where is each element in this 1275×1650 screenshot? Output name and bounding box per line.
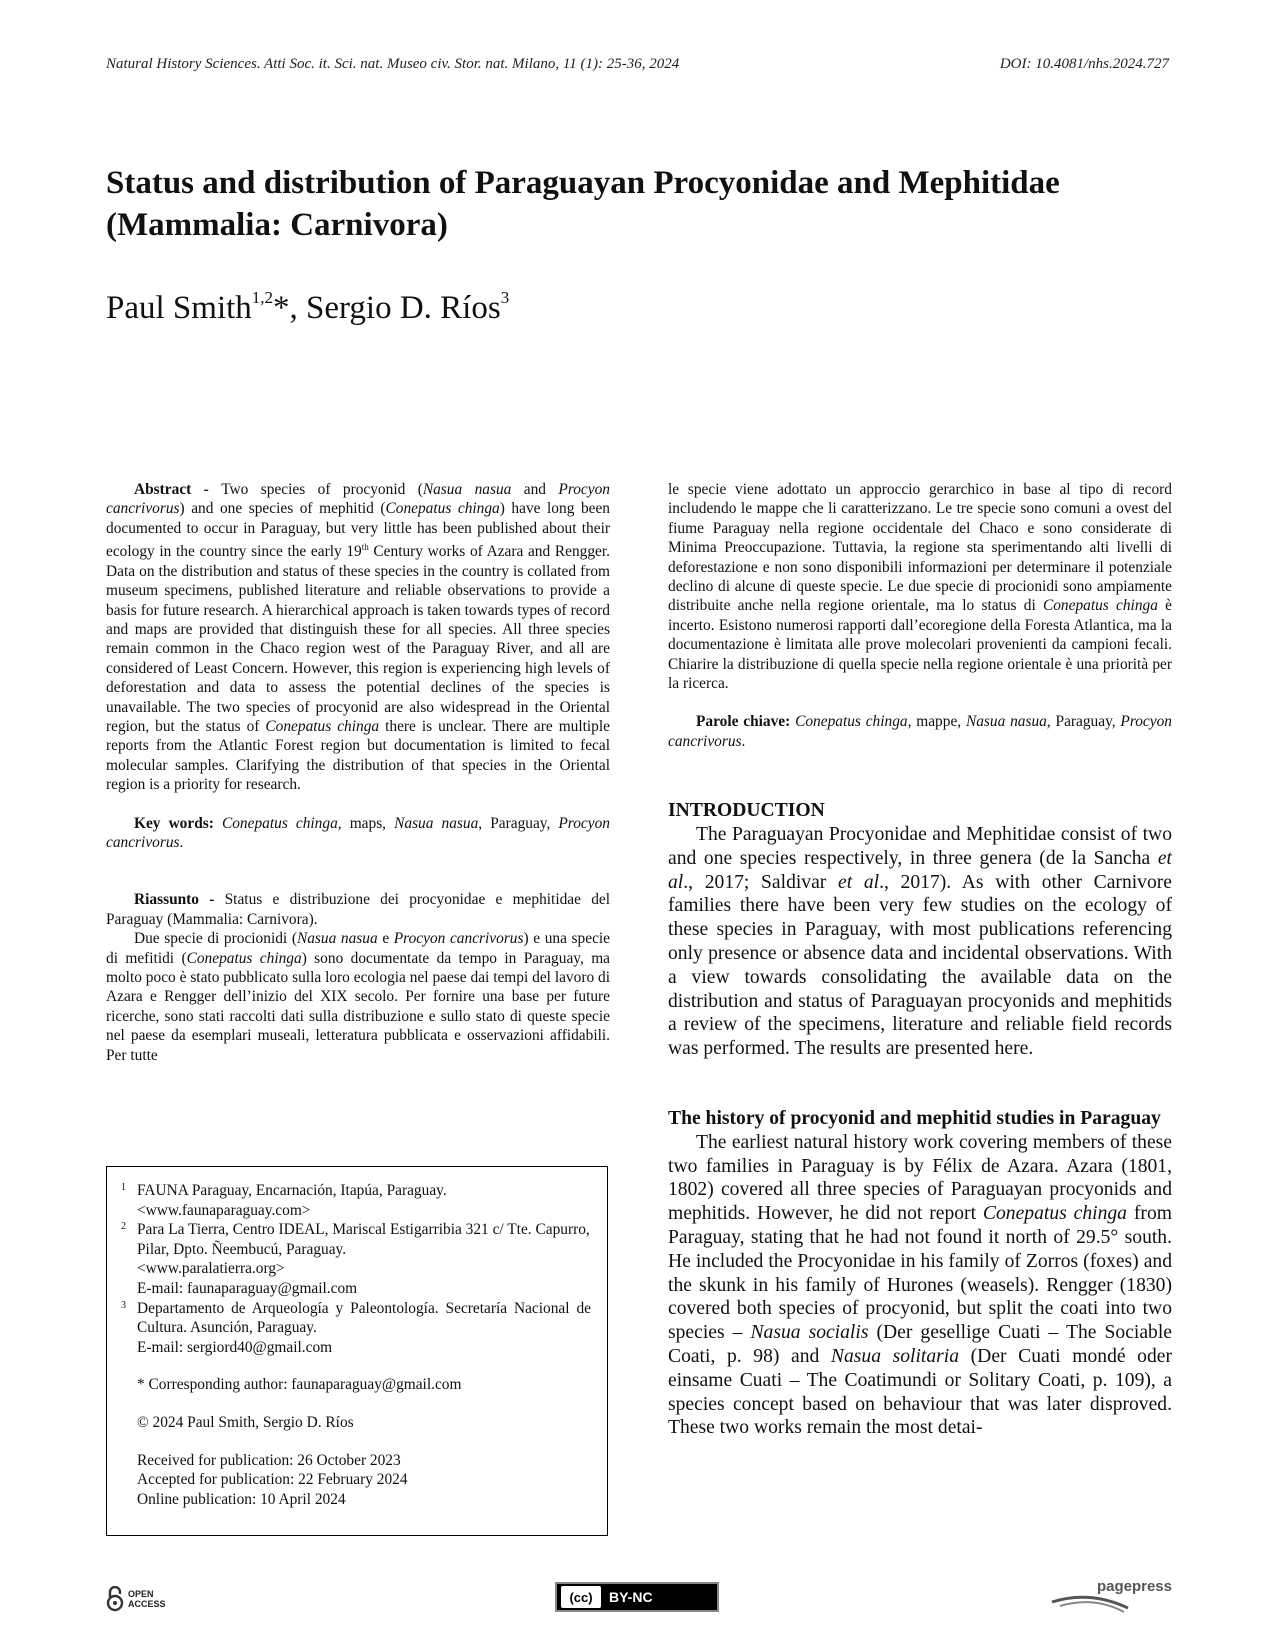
publisher-name: pagepress bbox=[1096, 1578, 1172, 1595]
riassunto-text: ) e una specie di mefitidi ( bbox=[106, 930, 611, 967]
species-name: Nasua nasua bbox=[296, 930, 378, 948]
pagepress-logo bbox=[1050, 1578, 1172, 1618]
riassunto-title bbox=[106, 890, 610, 929]
abstract bbox=[106, 480, 610, 795]
keyword: maps, bbox=[341, 814, 395, 832]
affiliation-email: E-mail: sergiord40@gmail.com bbox=[137, 1338, 333, 1356]
riassunto-text: è incerto. Esistono numerosi rapporti dall’ecoregione della Foresta Atlantica, ma la documentazione è limitata alle prove molecolari provenienti da campioni fecali. Chiarire la distribuzione di quella specie nella regione orientale è una priorità per la ricerca. bbox=[668, 597, 1172, 693]
keyword: Conepatus chinga, bbox=[221, 814, 342, 832]
riassunto-label: Riassunto - bbox=[134, 891, 225, 909]
abstract-text: and bbox=[511, 481, 559, 498]
intro-text: ., 2017). As with other Carnivore families there have been very few studies on the ecology of these species in Paraguay, with most publications referencing only presence or absence data and incidental observations. With a view towards consolidating the available data on the distribution and status of Paraguayan procyonids and mephitids a review of the specimens, literature and reliable field records was performed. The results are presented here. bbox=[668, 871, 1173, 1060]
riassunto-text: e bbox=[377, 930, 394, 948]
riassunto-body bbox=[106, 929, 610, 1065]
species-name: Conepatus chinga bbox=[186, 949, 302, 967]
affiliation-1 bbox=[121, 1181, 591, 1220]
abstract-text: Century works of Azara and Rengger. Data on the distribution and status of these species in the country is collated from museum specimens, published literature and reliable observations to provide a basis for future research. A hierarchical approach is taken towards types of record and maps are provided that distinguish these for all species. All three species remain common in the Chaco region west of the Paraguay River, and all are considered of Least Concern. However, this region is experiencing high levels of deforestation and data to assess the potential declines of the species is unavailable. The two species of procyonid are also widespread in the Oriental region, but the status of bbox=[106, 543, 610, 735]
keyword: , Paraguay, bbox=[1046, 713, 1121, 731]
affiliation-number: 1 bbox=[121, 1182, 126, 1193]
doi: DOI: 10.4081/nhs.2024.727 bbox=[999, 56, 1169, 72]
abstract-text: ) have long been documented to occur in Paraguay, but very little has been published about their ecology in the country since the early 19 bbox=[106, 500, 610, 561]
introduction-heading: INTRODUCTION bbox=[668, 800, 825, 822]
keyword: mappe, bbox=[911, 713, 966, 731]
keywords bbox=[106, 814, 610, 853]
cc-icon: (cc) bbox=[561, 1586, 601, 1608]
affiliation-text bbox=[137, 1220, 591, 1298]
history-text: The earliest natural history work covering members of these two families in Paraguay is by Félix de Azara. Azara (1801, 1802) covered all three species of Paraguayan procyonids and mephitids. However, he did not report bbox=[668, 1131, 1172, 1225]
online-date: Online publication: 10 April 2024 bbox=[137, 1490, 346, 1508]
punctuation: . bbox=[179, 834, 184, 852]
history-text: (Der Cuati mondé oder einsame Cuati – The Coatimundi or Solitary Coati, p. 109), a species concept based on behaviour that was later disproved. These two works remain the most detai- bbox=[668, 1346, 1172, 1439]
species-name: Conepatus chinga bbox=[265, 718, 380, 735]
species-name: Conepatus chinga bbox=[385, 500, 500, 518]
keyword: Conepatus chinga, bbox=[795, 713, 912, 731]
affiliation-3 bbox=[121, 1299, 591, 1358]
history-text: from Paraguay, stating that he had not found it north of 29.5° south. He included the Procyonidae in his family of Zorros (foxes) and the skunk in his family of Hurones (weasels). Rengger (1830) covered both species of procyonid, but split the coati into two species – bbox=[668, 1203, 1172, 1344]
open-access-text bbox=[128, 1589, 166, 1609]
corresponding-author: * Corresponding author: faunaparaguay@gmail.com bbox=[137, 1376, 462, 1394]
author-2: Sergio D. Ríos bbox=[306, 290, 501, 326]
species-name: Conepatus chinga bbox=[1042, 597, 1158, 615]
species-name: Nasua socialis bbox=[750, 1322, 869, 1344]
open-access-line: ACCESS bbox=[128, 1599, 166, 1609]
introduction-body bbox=[668, 823, 1172, 1061]
affiliation-number: 3 bbox=[121, 1299, 126, 1311]
keyword: Procyon cancrivorus bbox=[106, 814, 610, 852]
riassunto-text: ) sono documentate da tempo in Paraguay, ma molto poco è stato pubblicato sulla loro ecologia nel paese dai tempi del lavoro di Azara e Rengger dell’inizio del XIX secolo. Per fornire una base per future ricerche, sono stati raccolti dati sulla distribuzione e sullo stato di queste specie nel paese da esemplari museali, letteratura pubblicata e osservazioni affidabili. Per tutte bbox=[106, 949, 610, 1064]
author-1-affil: 1,2 bbox=[251, 288, 274, 307]
open-access-logo bbox=[106, 1586, 166, 1612]
abstract-label: Abstract - bbox=[134, 481, 222, 498]
species-name: Procyon cancrivorus bbox=[106, 481, 610, 518]
affiliation-url: <www.faunaparaguay.com> bbox=[137, 1201, 311, 1219]
left-column bbox=[106, 480, 610, 1065]
history-body bbox=[668, 1131, 1172, 1440]
riassunto-title-text: Status e distribuzione dei procyonidae e mephitidae del Paraguay (Mammalia: Carnivora). bbox=[106, 891, 611, 928]
open-lock-icon bbox=[106, 1586, 124, 1612]
species-name: Nasua nasua bbox=[422, 481, 512, 498]
parole-chiave bbox=[668, 712, 1172, 751]
affiliation-line: FAUNA Paraguay, Encarnación, Itapúa, Paraguay. bbox=[137, 1182, 447, 1199]
cc-license-badge[interactable] bbox=[555, 1582, 719, 1612]
journal-citation: Natural History Sciences. Atti Soc. it. Sci. nat. Museo civ. Stor. nat. Milano, 11 (1): 25-36, 2024 bbox=[106, 56, 680, 72]
cc-license-text: BY-NC bbox=[609, 1589, 653, 1605]
corresponding-mark: *, bbox=[273, 290, 307, 326]
affiliation-line: Para La Tierra, Centro IDEAL, Mariscal Estigarribia 321 c/ Tte. Capurro, Pilar, Dpto. Ñeembucú, Paraguay. bbox=[137, 1221, 590, 1258]
keyword: , Paraguay, bbox=[478, 814, 559, 832]
abstract-text: ) and one species of mephitid ( bbox=[179, 500, 386, 518]
keywords-label: Key words: bbox=[134, 814, 222, 832]
intro-text: The Paraguayan Procyonidae and Mephitidae consist of two and one species respectively, in three genera (de la Sancha bbox=[668, 824, 1172, 869]
article-title: Status and distribution of Paraguayan Procyonidae and Mephitidae (Mammalia: Carnivora) bbox=[106, 165, 1060, 243]
riassunto-text: Due specie di procionidi ( bbox=[134, 930, 297, 948]
history-text: (Der gesellige Cuati – The Sociable Coati, p. 98) and bbox=[668, 1322, 1172, 1368]
open-access-line: OPEN bbox=[128, 1589, 154, 1599]
received-date: Received for publication: 26 October 2023 bbox=[137, 1451, 401, 1469]
punctuation: . bbox=[741, 732, 746, 750]
species-name: Conepatus chinga bbox=[982, 1203, 1127, 1225]
authors bbox=[106, 290, 509, 327]
abstract-text: there is unclear. There are multiple reports from the Atlantic Forest region but documentation is limited to fecal molecular samples. Clarifying the distribution of that species in the Oriental region is a priority for research. bbox=[106, 718, 610, 794]
keyword: Nasua nasua bbox=[394, 814, 479, 832]
author-1: Paul Smith bbox=[106, 290, 252, 326]
copyright: © 2024 Paul Smith, Sergio D. Ríos bbox=[137, 1413, 354, 1431]
affiliation-email: E-mail: faunaparaguay@gmail.com bbox=[137, 1279, 358, 1297]
superscript: th bbox=[361, 542, 369, 553]
et-al: et al bbox=[668, 847, 1172, 893]
affiliations-box bbox=[106, 1166, 608, 1536]
affiliation-url: <www.paralatierra.org> bbox=[137, 1260, 285, 1278]
abstract-text: Two species of procyonid ( bbox=[221, 481, 423, 498]
accepted-date: Accepted for publication: 22 February 2024 bbox=[137, 1471, 408, 1489]
affiliation-number: 2 bbox=[121, 1221, 126, 1233]
riassunto-continued bbox=[668, 480, 1172, 693]
affiliation-text bbox=[137, 1181, 591, 1220]
et-al: et al bbox=[838, 871, 880, 893]
intro-text: ., 2017; Saldivar bbox=[683, 871, 839, 893]
affiliation-2 bbox=[121, 1220, 591, 1298]
keyword: Procyon cancrivorus bbox=[668, 713, 1172, 750]
species-name: Procyon cancrivorus bbox=[393, 930, 524, 948]
keyword: Nasua nasua bbox=[965, 713, 1047, 731]
affiliation-text bbox=[137, 1299, 591, 1358]
right-column bbox=[668, 480, 1172, 1440]
author-2-affil: 3 bbox=[500, 288, 510, 307]
riassunto-text: le specie viene adottato un approccio gerarchico in base al tipo di record includendo le mappe che li caratterizzano. Le tre specie sono comuni a ovest del fiume Paraguay nella regione occidentale del Chaco e sono considerate di Minima Preoccupazione. Tuttavia, la regione sta sperimentando alti livelli di deforestazione e non sono disponibili informazioni per determinare il potenziale declino di alcune di queste specie. Le due specie di procionidi sono ampiamente distribuite anche nella regione orientale, ma lo status di bbox=[668, 481, 1172, 615]
species-name: Nasua solitaria bbox=[830, 1346, 960, 1368]
parole-label: Parole chiave: bbox=[696, 713, 796, 731]
affiliation-line: Departamento de Arqueología y Paleontología. Secretaría Nacional de Cultura. Asunción, Paraguay. bbox=[137, 1299, 591, 1337]
history-heading: The history of procyonid and mephitid studies in Paraguay bbox=[668, 1108, 1161, 1130]
